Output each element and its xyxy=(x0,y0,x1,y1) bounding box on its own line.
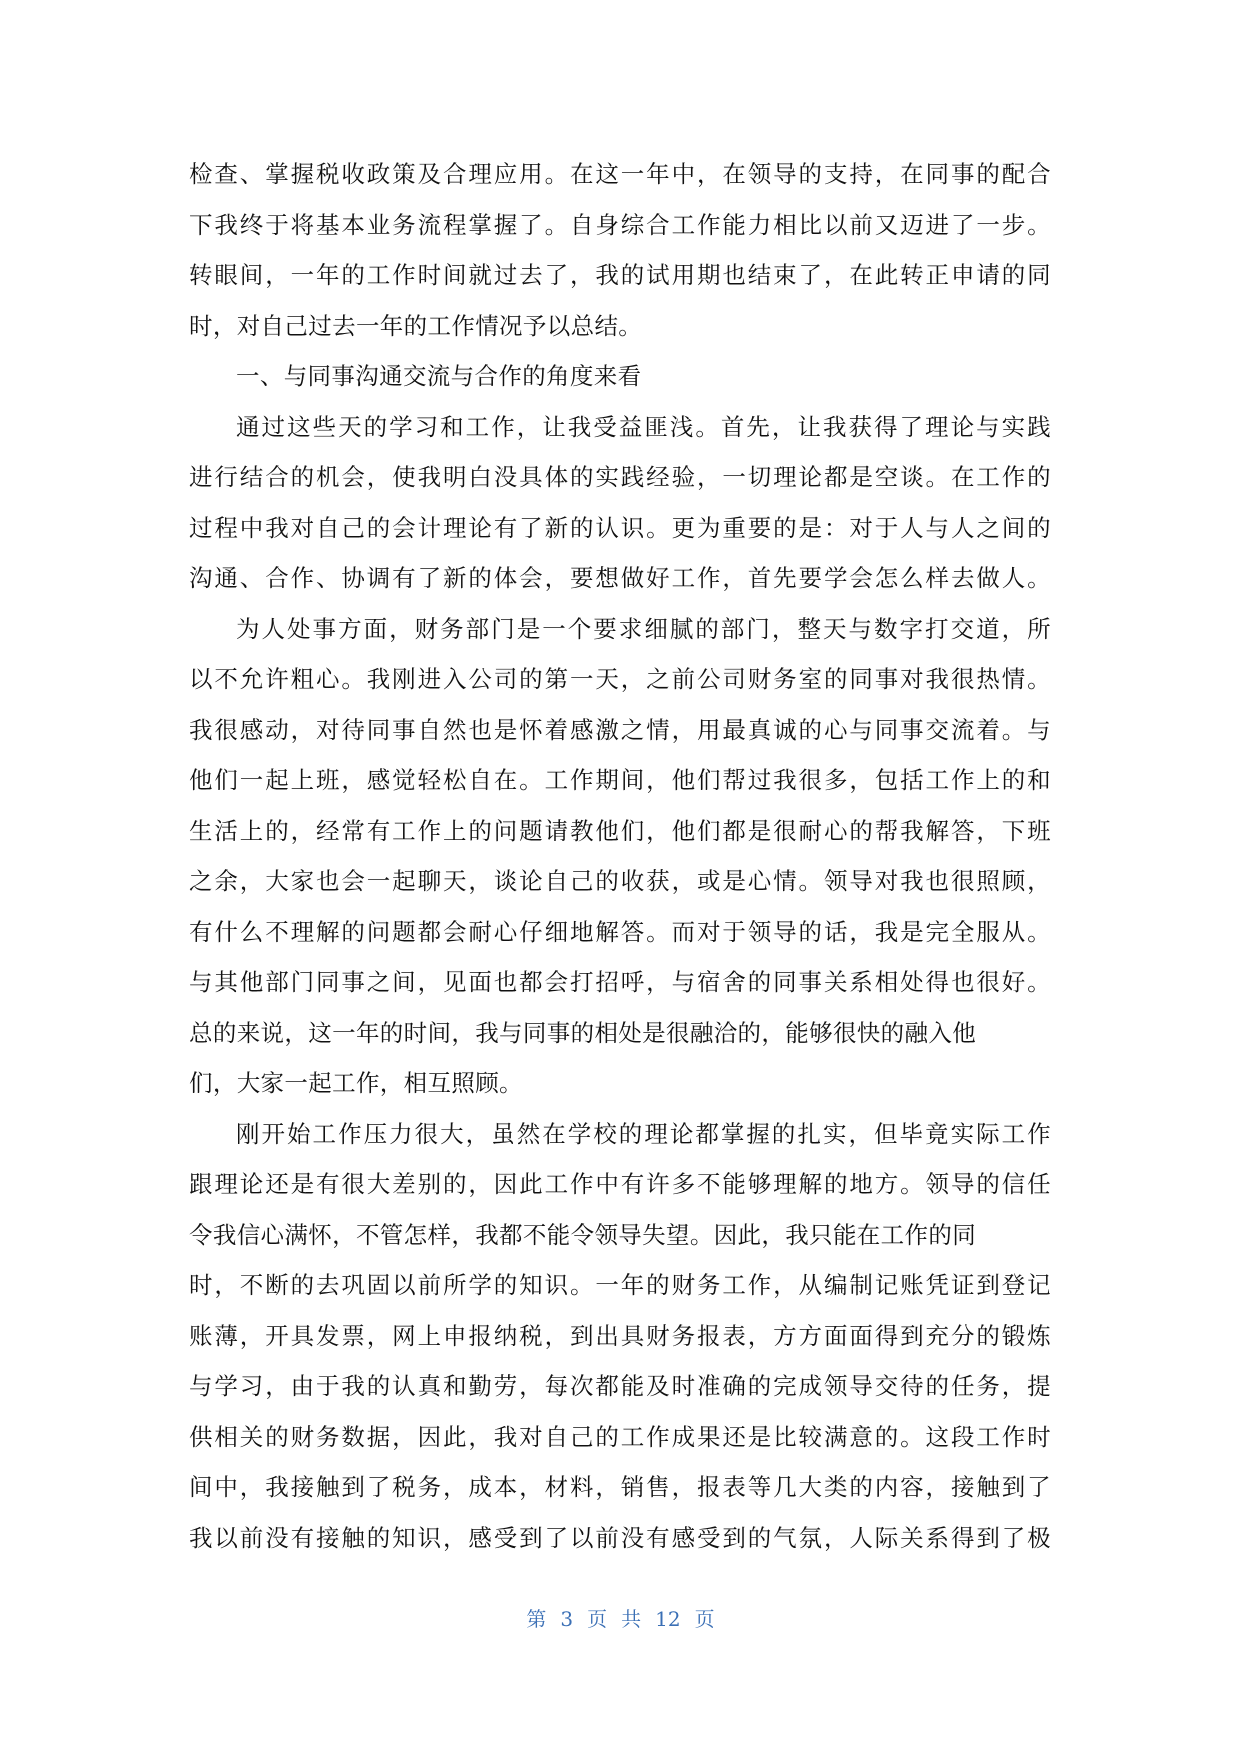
text-line: 以不允许粗心。我刚进入公司的第一天，之前公司财务室的同事对我很热情。 xyxy=(189,665,1051,693)
current-page-number: 3 xyxy=(560,1607,574,1631)
text-line: 之余，大家也会一起聊天，谈论自己的收获，或是心情。领导对我也很照顾， xyxy=(189,867,1051,895)
text-line: 总的来说，这一年的时间，我与同事的相处是很融洽的，能够很快的融入他 xyxy=(189,1018,977,1047)
text-line: 下我终于将基本业务流程掌握了。自身综合工作能力相比以前又迈进了一步。 xyxy=(189,210,1051,239)
text-line: 与学习，由于我的认真和勤劳，每次都能及时准确的完成领导交待的任务，提 xyxy=(189,1372,1051,1400)
text-line: 账薄，开具发票，网上申报纳税，到出具财务报表，方方面面得到充分的锻炼 xyxy=(189,1321,1051,1350)
text-line: 我以前没有接触的知识，感受到了以前没有感受到的气氛，人际关系得到了极 xyxy=(189,1523,1051,1552)
text-line: 与其他部门同事之间，见面也都会打招呼，与宿舍的同事关系相处得也很好。 xyxy=(189,968,1051,996)
total-pages-number: 12 xyxy=(655,1607,681,1631)
document-body xyxy=(189,149,1051,1563)
text-line: 转眼间，一年的工作时间就过去了，我的试用期也结束了，在此转正申请的同 xyxy=(189,261,1051,289)
text-line: 刚开始工作压力很大，虽然在学校的理论都掌握的扎实，但毕竟实际工作 xyxy=(236,1119,1051,1148)
text-line: 跟理论还是有很大差别的，因此工作中有许多不能够理解的地方。领导的信任 xyxy=(189,1170,1051,1198)
text-line: 有什么不理解的问题都会耐心仔细地解答。而对于领导的话，我是完全服从。 xyxy=(189,917,1051,946)
text-line: 令我信心满怀，不管怎样，我都不能令领导失望。因此，我只能在工作的同 xyxy=(189,1220,977,1249)
text-line: 通过这些天的学习和工作，让我受益匪浅。首先，让我获得了理论与实践 xyxy=(236,412,1051,441)
text-line: 供相关的财务数据，因此，我对自己的工作成果还是比较满意的。这段工作时 xyxy=(189,1422,1051,1451)
text-line: 生活上的，经常有工作上的问题请教他们，他们都是很耐心的帮我解答，下班 xyxy=(189,816,1051,845)
text-line: 们，大家一起工作，相互照顾。 xyxy=(189,1069,523,1097)
page-label-mid: 页 共 xyxy=(587,1607,642,1631)
page-label-prefix: 第 xyxy=(526,1607,547,1631)
page-footer xyxy=(0,1605,1241,1633)
text-line: 时，对自己过去一年的工作情况予以总结。 xyxy=(189,311,643,340)
text-line: 进行结合的机会，使我明白没具体的实践经验，一切理论都是空谈。在工作的 xyxy=(189,463,1051,491)
text-line: 时，不断的去巩固以前所学的知识。一年的财务工作，从编制记账凭证到登记 xyxy=(189,1271,1051,1299)
text-line: 一、与同事沟通交流与合作的角度来看 xyxy=(236,362,642,390)
text-line: 为人处事方面，财务部门是一个要求细腻的部门，整天与数字打交道，所 xyxy=(236,614,1051,643)
text-line: 沟通、合作、协调有了新的体会，要想做好工作，首先要学会怎么样去做人。 xyxy=(189,564,1051,592)
text-line: 我很感动，对待同事自然也是怀着感激之情，用最真诚的心与同事交流着。与 xyxy=(189,715,1051,744)
text-line: 过程中我对自己的会计理论有了新的认识。更为重要的是：对于人与人之间的 xyxy=(189,513,1051,542)
text-line: 他们一起上班，感觉轻松自在。工作期间，他们帮过我很多，包括工作上的和 xyxy=(189,766,1051,794)
page-label-suffix: 页 xyxy=(694,1607,715,1631)
text-line: 检查、掌握税收政策及合理应用。在这一年中，在领导的支持，在同事的配合 xyxy=(189,160,1051,188)
text-line: 间中，我接触到了税务，成本，材料，销售，报表等几大类的内容，接触到了 xyxy=(189,1473,1051,1501)
